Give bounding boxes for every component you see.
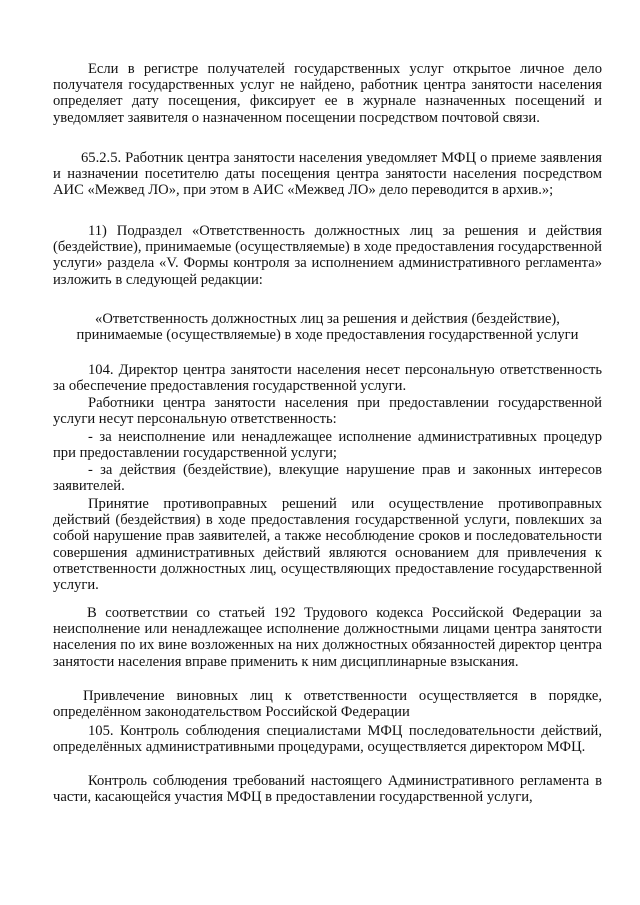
paragraph-control-compliance: Контроль соблюдения требований настоящего Административного регламента в части, касающейся участия МФЦ в предоставлении государственной услуги, — [53, 773, 602, 806]
section-heading-line-2: принимаемые (осуществляемые) в ходе предоставления государственной услуги — [76, 327, 579, 343]
paragraph-105: 105. Контроль соблюдения специалистами МФЦ последовательности действий, определённых административными процедурами, осуществляется директором МФЦ. — [53, 723, 602, 756]
paragraph-11-subsection: 11) Подраздел «Ответственность должностных лиц за решения и действия (бездействие), принимаемые (осуществляемые) в ходе предоставления государственной услуги» раздела «V. Формы контроля за исполнением административного регламента» изложить в следующей редакции: — [53, 223, 602, 288]
paragraph-65-2-5: 65.2.5. Работник центра занятости населения уведомляет МФЦ о приеме заявления и назначении посетителю даты посещения центра занятости населения посредством АИС «Межвед ЛО», при этом в АИС «Межвед ЛО» дело переводится в архив.»; — [53, 150, 602, 199]
paragraph-bringing-to-responsibility: Привлечение виновных лиц к ответственности осуществляется в порядке, определённом законодательством Российской Федерации — [53, 688, 602, 721]
paragraph-unlawful-decisions: Принятие противоправных решений или осуществление противоправных действий (бездействия) в ходе предоставления государственной услуги, повлекших за собой нарушение прав заявителей, а также несоблюдение сроков и последовательности совершения административных действий являются основанием для привлечения к ответственности должностных лиц, осуществляющих предоставление государственной услуги. — [53, 496, 602, 594]
section-heading-line-1: «Ответственность должностных лиц за решения и действия (бездействие), — [95, 311, 560, 327]
list-item-non-performance: - за неисполнение или ненадлежащее исполнение административных процедур при предоставлении государственной услуги; — [53, 429, 602, 462]
paragraph-labor-code-192: В соответствии со статьей 192 Трудового кодекса Российской Федерации за неисполнение или ненадлежащее исполнение должностными лицами центра занятости населения по их вине возложенных на них должностных обязанностей директор центра занятости населения вправе применить к ним дисциплинарные взыскания. — [53, 605, 602, 670]
paragraph-registry-not-found: Если в регистре получателей государственных услуг открытое личное дело получателя государственных услуг не найдено, работник центра занятости населения определяет дату посещения, фиксирует ее в журнале назначенных посещений и уведомляет заявителя о назначенном посещении посредством почтовой связи. — [53, 61, 602, 126]
list-item-actions-violation: - за действия (бездействие), влекущие нарушение прав и законных интересов заявителей. — [53, 462, 602, 495]
paragraph-104: 104. Директор центра занятости населения несет персональную ответственность за обеспечение предоставления государственной услуги. — [53, 362, 602, 395]
paragraph-workers-responsibility: Работники центра занятости населения при предоставлении государственной услуги несут персональную ответственность: — [53, 395, 602, 428]
